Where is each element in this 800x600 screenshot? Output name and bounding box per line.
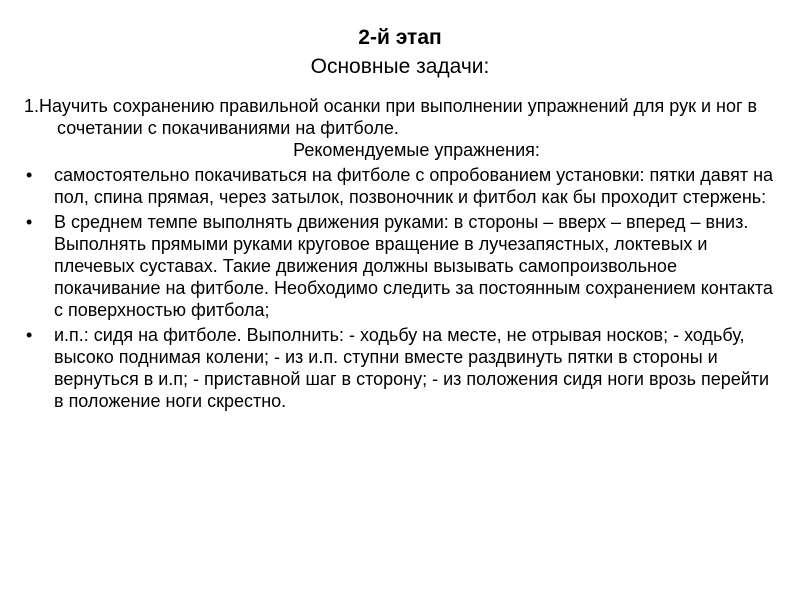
- section-title: Основные задачи:: [310, 55, 490, 78]
- exercise-item: [24, 164, 776, 208]
- exercise-item: [24, 324, 776, 412]
- task-item: 1.Научить сохранению правильной осанки при выполнении упражнений для рук и ног в сочетании с покачиваниями на фитболе.: [24, 96, 758, 138]
- exercise-text: В среднем темпе выполнять движения руками: в стороны – вверх – вперед – вниз. Выполнять прямыми руками круговое вращение в лучезапястных, локтевых и плечевых суставах. Такие движения должны вызывать самопроизвольное покачивание на фитболе. Необходимо следить за постоянным сохранением контакта с поверхностью фитбола;: [54, 212, 773, 320]
- exercise-text: самостоятельно покачиваться на фитболе с опробованием установки: пятки давят на пол, спина прямая, через затылок, позвоночник и фитбол как бы проходит стержень:: [54, 165, 774, 207]
- bullet-icon: •: [26, 212, 33, 232]
- bullet-icon: •: [26, 165, 33, 185]
- exercise-item: [24, 211, 776, 321]
- exercise-text: и.п.: сидя на фитболе. Выполнить: - ходьбу на месте, не отрывая носков; - ходьбу, высоко поднимая колени; - из и.п. ступни вместе раздвинуть пятки в стороны и вернуться в и.п; - приставной шаг в сторону; - из положения сидя ноги врозь перейти в положение ноги скрестно.: [54, 325, 770, 411]
- bullet-icon: •: [26, 325, 33, 345]
- exercises-heading: Рекомендуемые упражнения:: [293, 140, 540, 160]
- stage-title: 2-й этап: [358, 26, 442, 49]
- slide-body: [24, 95, 776, 412]
- exercise-list: [24, 164, 776, 412]
- slide-title: [0, 24, 800, 82]
